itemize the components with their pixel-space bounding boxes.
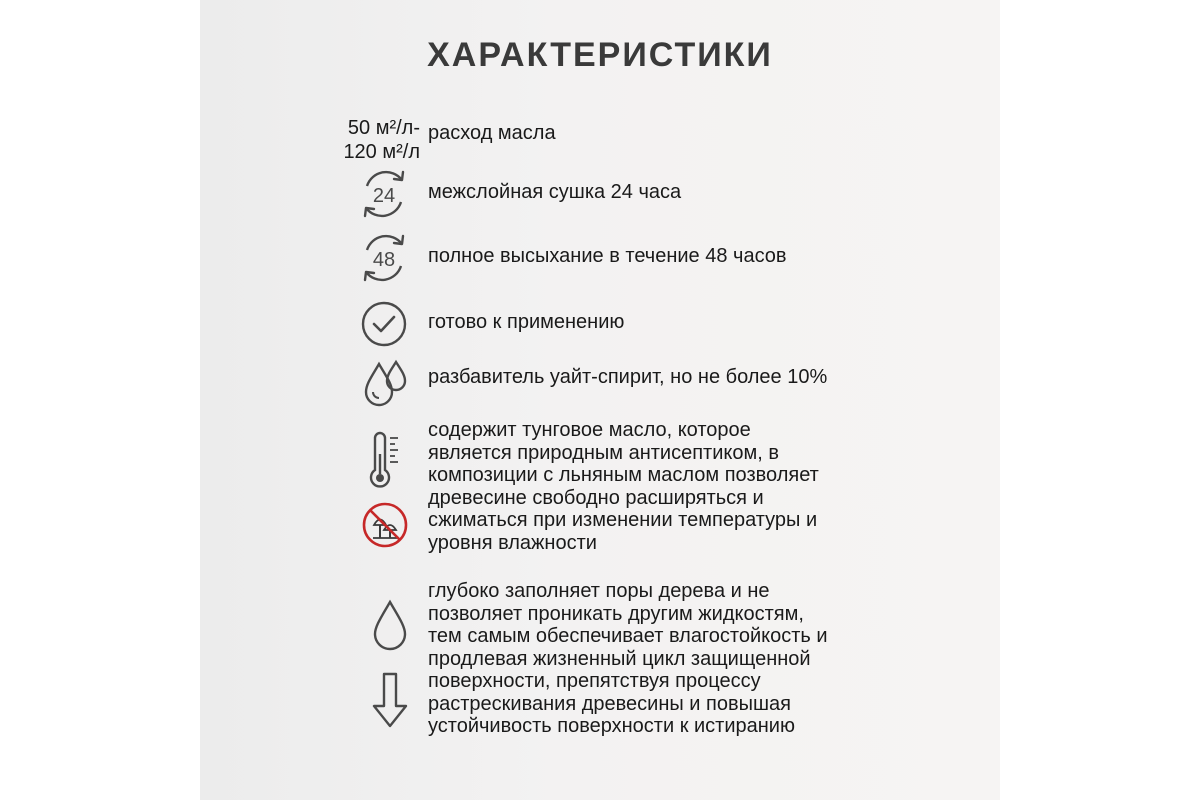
feature-text: глубоко заполняет поры дерева и не позволяет проникать другим жидкостям, тем самым обеспечивает влагостойкость и продлевая жизненный цикл защищенной поверхности, препятствуя процессу растрескивания древесины и повышая устойчивость поверхности к истиранию	[428, 580, 828, 737]
arrow-down-icon	[368, 670, 412, 732]
feature-text: полное высыхание в течение 48 часов	[428, 245, 787, 267]
clock-label: 48	[372, 249, 396, 271]
page-title: ХАРАКТЕРИСТИКИ	[427, 36, 773, 74]
feature-text: межслойная сушка 24 часа	[428, 181, 682, 203]
feature-text: содержит тунговое масло, которое является природным антисептиком, в композиции с льняным маслом позволяет древесине свободно расширяться и сжиматься при изменении температуры и уровня влажности	[428, 419, 819, 554]
check-circle-icon	[360, 300, 408, 348]
clock-48-icon	[356, 230, 412, 286]
drops-icon	[360, 356, 412, 412]
consumption-rate-label	[326, 116, 420, 164]
rate-line: 50 м²/л-	[347, 117, 420, 139]
feature-text: расход масла	[428, 122, 556, 144]
rate-line: 120 м²/л	[343, 141, 420, 163]
clock-24-icon	[356, 166, 412, 222]
no-mushroom-icon	[360, 500, 410, 550]
thermometer-icon	[366, 432, 406, 490]
drop-icon	[368, 596, 412, 654]
feature-text: разбавитель уайт-спирит, но не более 10%	[428, 366, 828, 388]
feature-text: готово к применению	[428, 311, 625, 333]
clock-label: 24	[372, 185, 396, 207]
